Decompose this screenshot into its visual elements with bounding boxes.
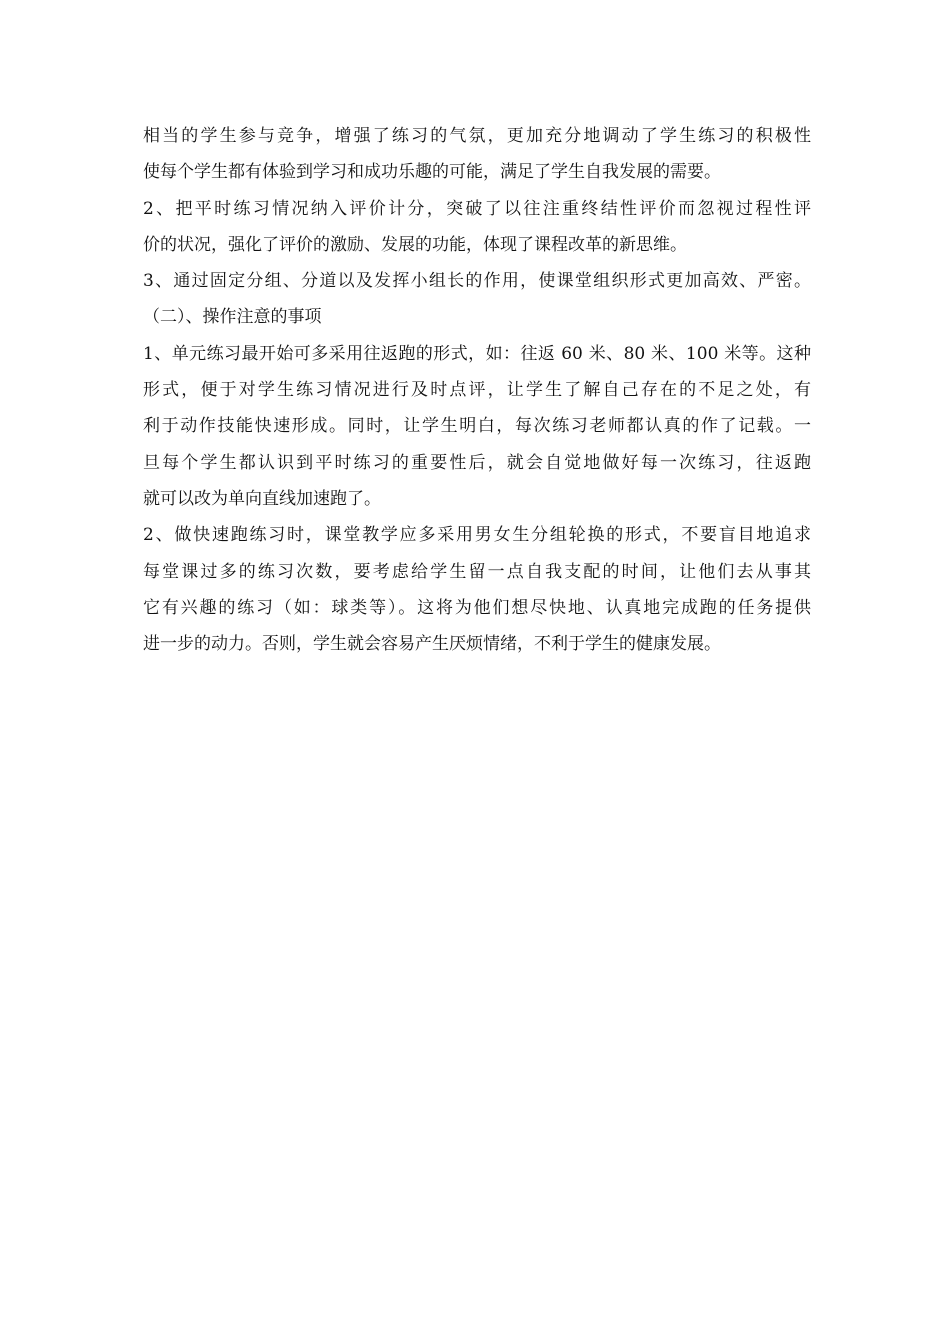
text-line: 2、做快速跑练习时，课堂教学应多采用男女生分组轮换的形式，不要盲目地追求 [143, 525, 811, 546]
text-line: 形式，便于对学生练习情况进行及时点评，让学生了解自己存在的不足之处，有 [143, 380, 811, 401]
body-text [143, 118, 811, 662]
text-line: 它有兴趣的练习（如：球类等）。这将为他们想尽快地、认真地完成跑的任务提供 [143, 597, 811, 618]
text-line: 进一步的动力。否则，学生就会容易产生厌烦情绪，不利于学生的健康发展。 [143, 634, 721, 655]
text-line: 相当的学生参与竞争，增强了练习的气氛，更加充分地调动了学生练习的积极性 [143, 126, 811, 146]
text-line: 旦每个学生都认识到平时练习的重要性后，就会自觉地做好每一次练习，往返跑 [143, 452, 811, 473]
text-line: 2、把平时练习情况纳入评价计分，突破了以往注重终结性评价而忽视过程性评 [143, 198, 811, 219]
text-line: 就可以改为单向直线加速跑了。 [143, 488, 381, 509]
text-line: 价的状况，强化了评价的激励、发展的功能，体现了课程改革的新思维。 [143, 234, 687, 255]
text-line: 1、单元练习最开始可多采用往返跑的形式，如：往返 60 米、80 米、100 米等。这种 [143, 343, 811, 364]
text-line: 利于动作技能快速形成。同时，让学生明白，每次练习老师都认真的作了记载。一 [143, 416, 811, 437]
text-line: 每堂课过多的练习次数，要考虑给学生留一点自我支配的时间，让他们去从事其 [143, 561, 811, 582]
text-line: 使每个学生都有体验到学习和成功乐趣的可能，满足了学生自我发展的需要。 [143, 162, 721, 183]
section-heading: （二）、操作注意的事项 [143, 307, 322, 328]
text-line: 3、通过固定分组、分道以及发挥小组长的作用，使课堂组织形式更加高效、严密。 [143, 271, 811, 292]
